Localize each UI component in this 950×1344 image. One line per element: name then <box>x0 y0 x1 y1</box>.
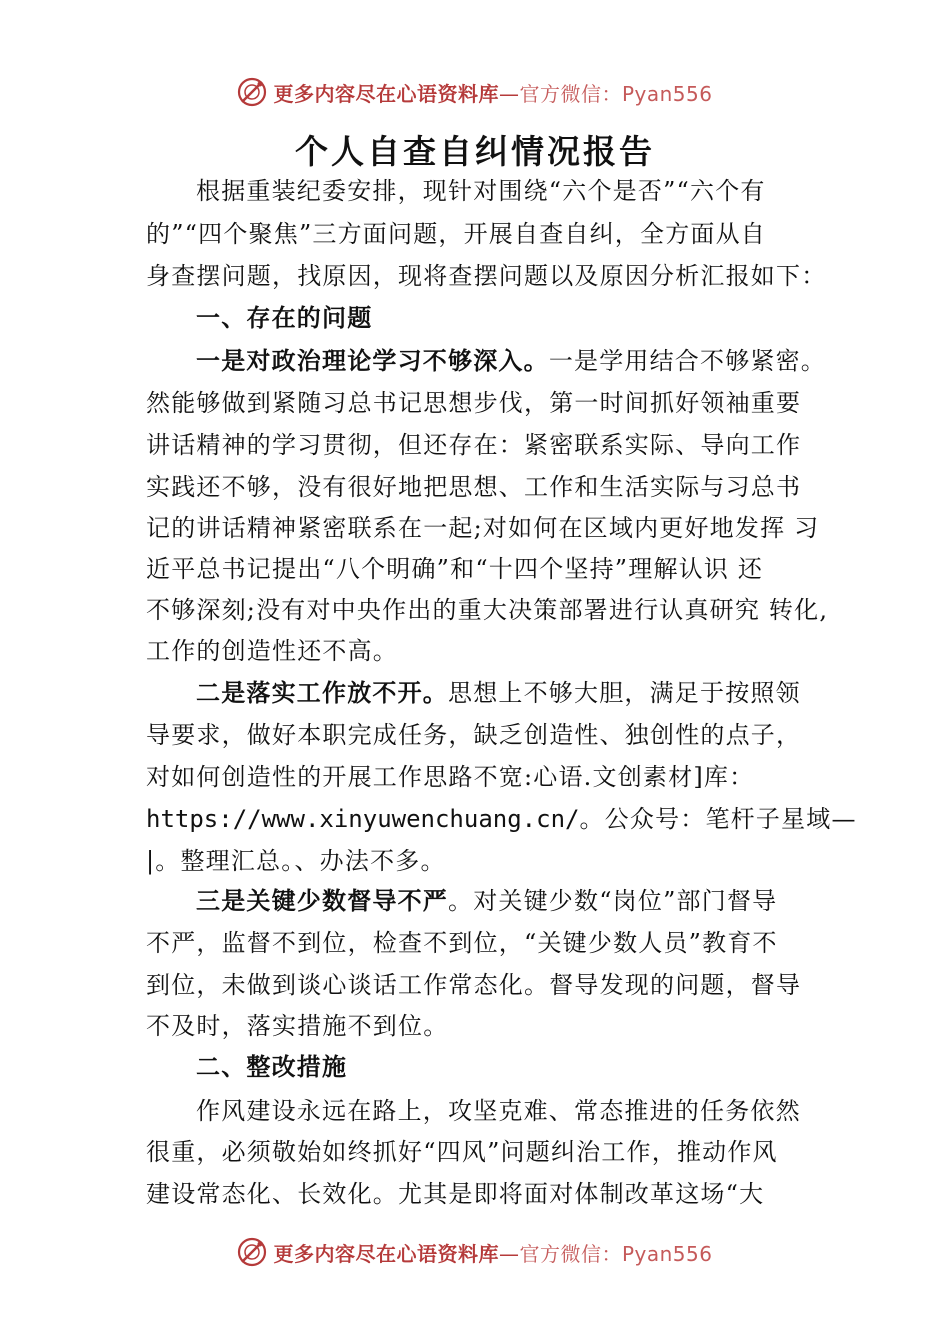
paragraph-lead: 二是落实工作放不开。 <box>196 679 448 707</box>
text-line: 很重，必须敬始如终抓好“四风”问题纠治工作，推动作风 <box>146 1138 778 1166</box>
banner-wechat: 官方微信：Pyan556 <box>519 1241 713 1266</box>
text-line: 不严，监督不到位，检查不到位，“关键少数人员”教育不 <box>146 929 778 957</box>
footer-banner <box>0 1232 950 1272</box>
banner-text <box>273 78 712 107</box>
banner-separator: — <box>498 81 520 106</box>
section-heading: 二、整改措施 <box>196 1053 348 1081</box>
paragraph-lead-line <box>196 346 826 376</box>
text-line: 讲话精神的学习贯彻，但还存在：紧密联系实际、导向工作 <box>146 431 802 459</box>
text-span: 。对关键少数“岗位”部门督导 <box>448 887 778 915</box>
section-heading: 一、存在的问题 <box>196 304 373 332</box>
page-title: 个人自查自纠情况报告 <box>295 132 655 171</box>
url-text: https://www.xinyuwenchuang.cn/ <box>146 805 580 833</box>
paragraph-lead-line <box>196 678 801 708</box>
paragraph-lead-line <box>196 886 777 916</box>
text-line: 身查摆问题，找原因，现将查摆问题以及原因分析汇报如下： <box>146 262 827 290</box>
text-span: 思想上不够大胆，满足于按照领 <box>448 679 801 707</box>
text-line: 然能够做到紧随习总书记思想步伐，第一时间抓好领袖重要 <box>146 389 802 417</box>
text-line: 到位，未做到谈心谈话工作常态化。督导发现的问题，督导 <box>146 971 802 999</box>
text-line: 导要求，做好本职完成任务，缺乏创造性、独创性的点子， <box>146 721 802 749</box>
text-span: 一是学用结合不够紧密。 <box>548 347 827 375</box>
text-line: 工作的创造性还不高。 <box>146 637 398 665</box>
text-line: 建设常态化、长效化。尤其是即将面对体制改革这场“大 <box>146 1180 765 1208</box>
text-line: |。整理汇总。、办法不多。 <box>146 847 446 875</box>
banner-text <box>273 1238 712 1267</box>
text-line: 作风建设永远在路上，攻坚克难、常态推进的任务依然 <box>196 1097 801 1125</box>
logo-icon <box>237 77 267 107</box>
header-banner <box>0 72 950 112</box>
text-line: 根据重装纪委安排，现针对围绕“六个是否”“六个有 <box>196 177 766 205</box>
text-span: 。公众号：笔杆子星域— <box>579 805 857 833</box>
text-line: 记的讲话精神紧密联系在一起;对如何在区域内更好地发挥 习 <box>146 514 820 542</box>
banner-wechat: 官方微信：Pyan556 <box>519 81 713 106</box>
text-line: 不及时，落实措施不到位。 <box>146 1012 449 1040</box>
paragraph-lead: 一是对政治理论学习不够深入。 <box>196 347 549 375</box>
text-line: 实践还不够，没有很好地把思想、工作和生活实际与习总书 <box>146 473 802 501</box>
text-line-with-url <box>146 804 857 834</box>
banner-separator: — <box>498 1241 520 1266</box>
banner-library: 更多内容尽在心语资料库 <box>273 1241 499 1266</box>
text-line: 近平总书记提出“八个明确”和“十四个坚持”理解认识 还 <box>146 555 764 583</box>
paragraph-lead: 三是关键少数督导不严 <box>196 887 448 915</box>
text-line: 不够深刻;没有对中央作出的重大决策部署进行认真研究 转化, <box>146 596 829 624</box>
text-line: 的”“四个聚焦”三方面问题，开展自查自纠，全方面从自 <box>146 220 767 248</box>
text-line: 对如何创造性的开展工作思路不宽:心语.文创素材]库： <box>146 763 755 791</box>
banner-library: 更多内容尽在心语资料库 <box>273 81 499 106</box>
logo-icon <box>237 1237 267 1267</box>
